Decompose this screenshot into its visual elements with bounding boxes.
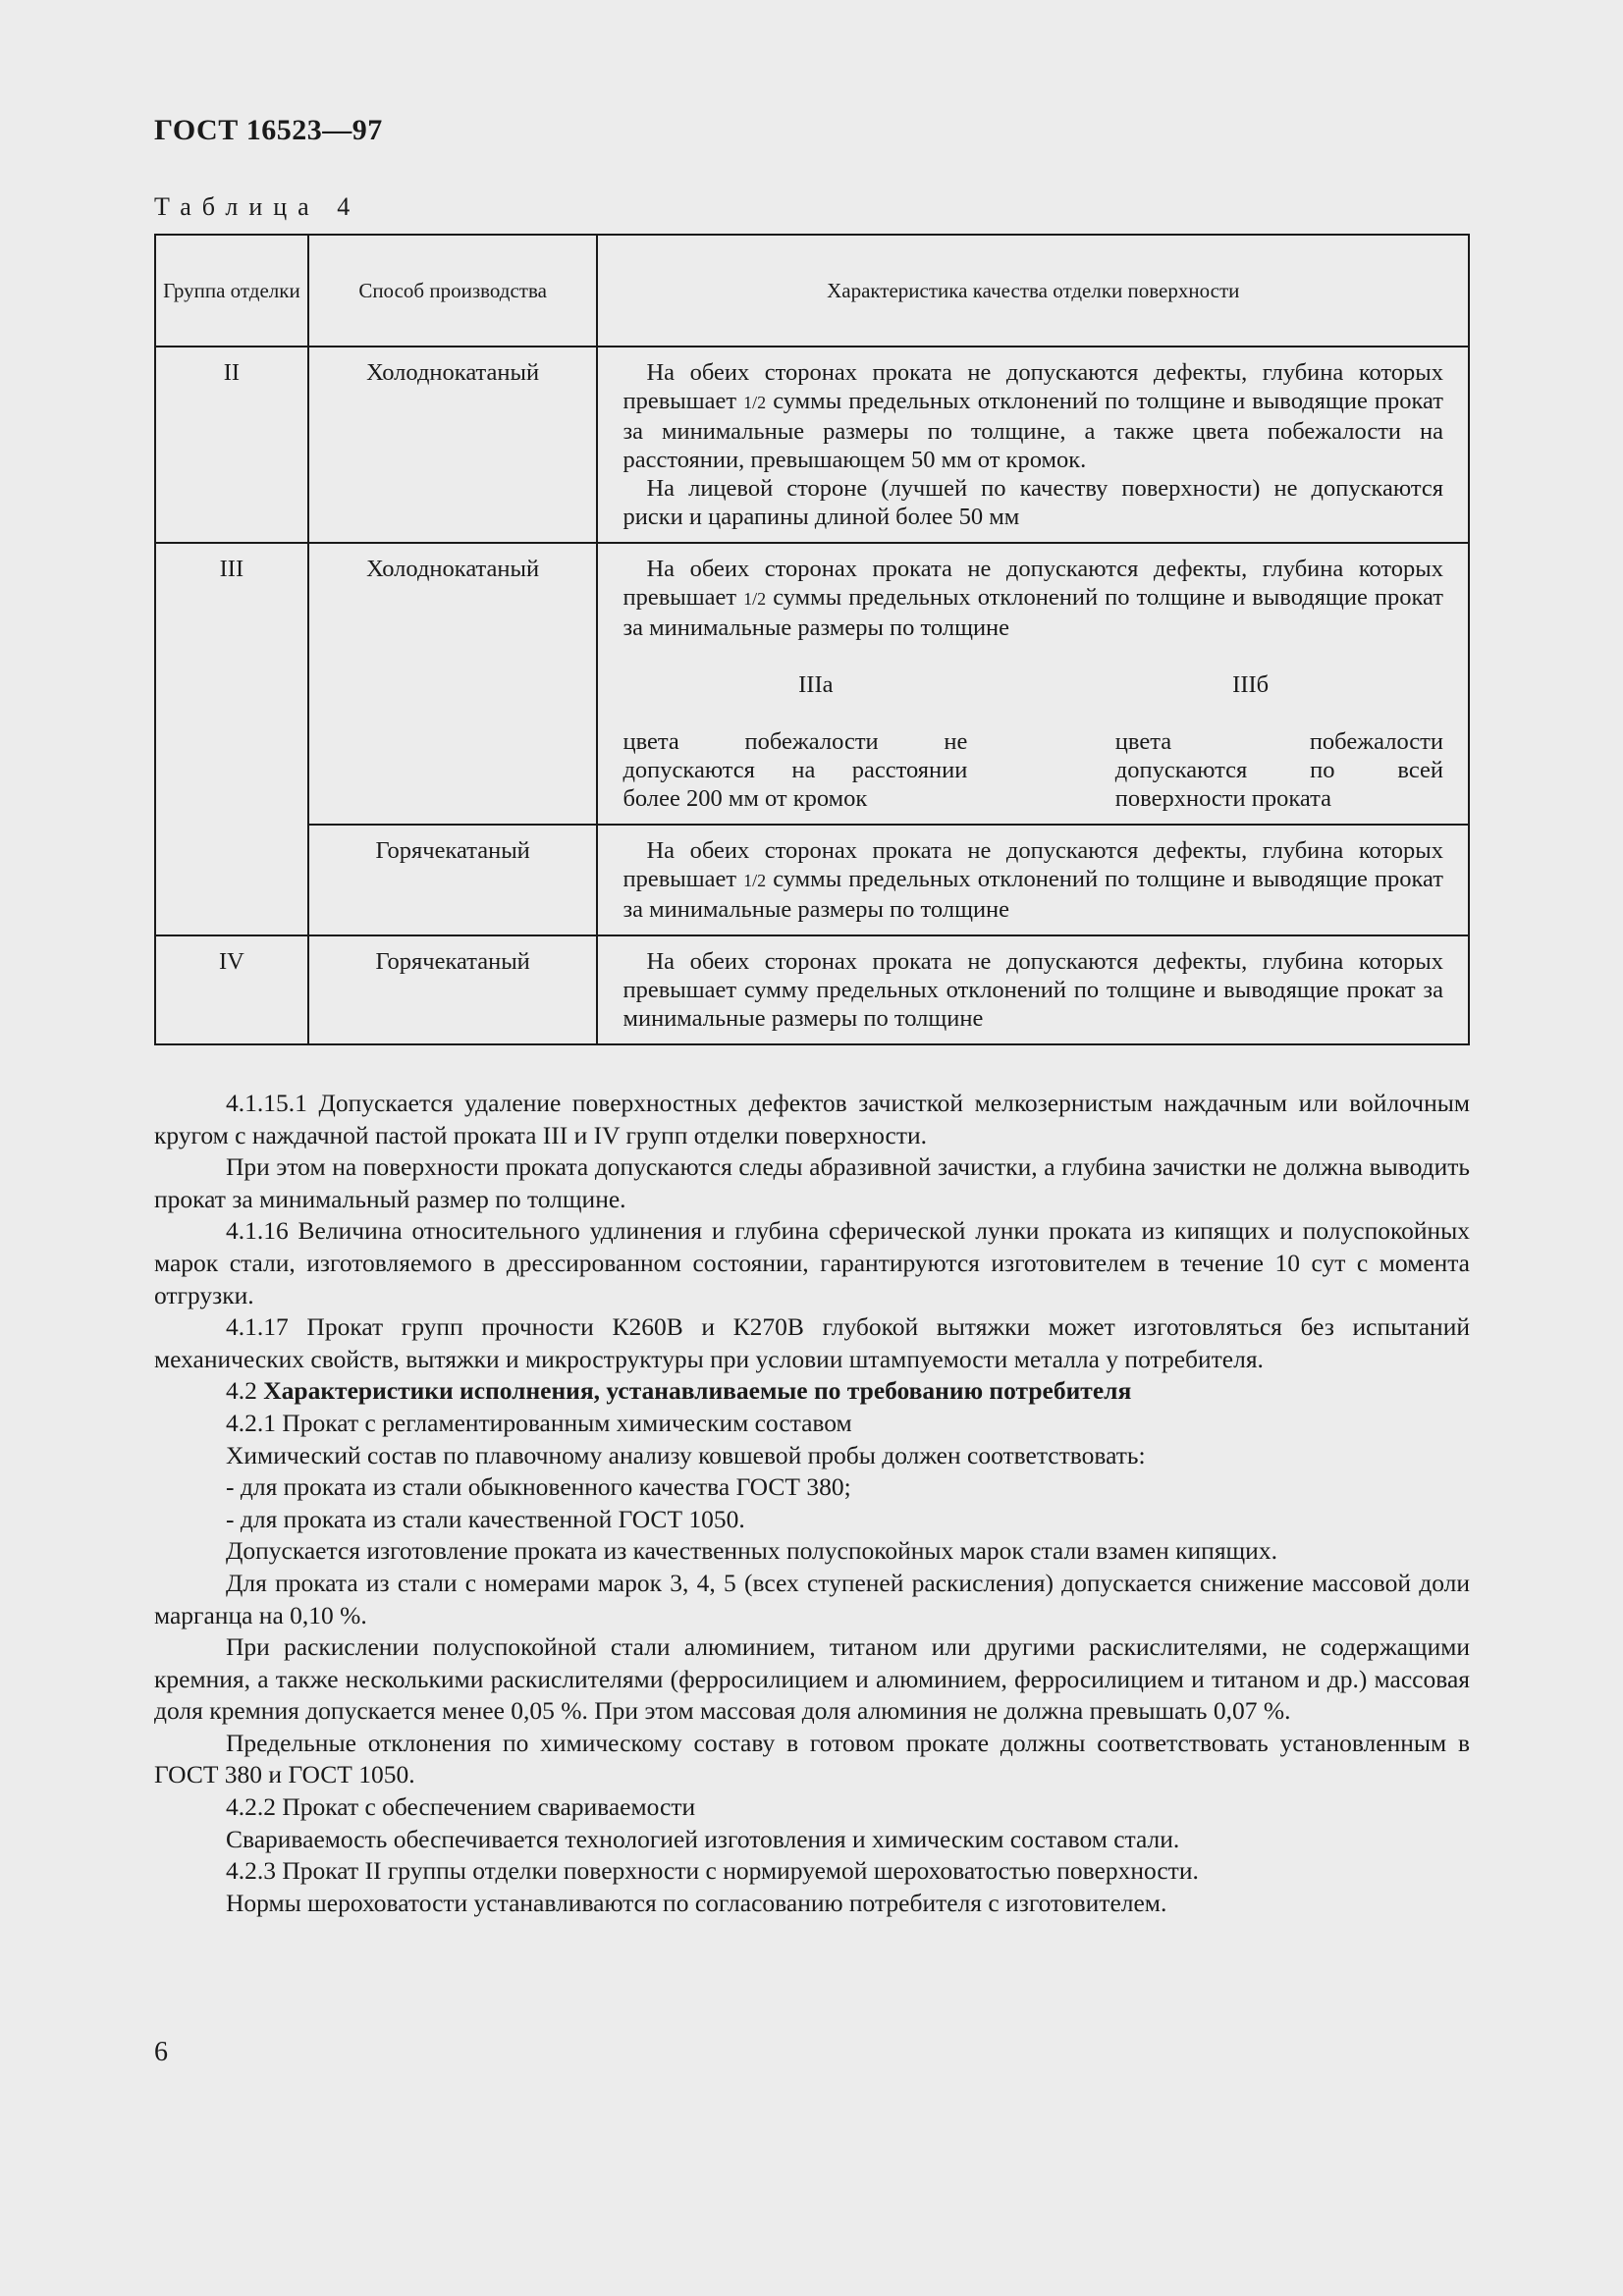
section-title: Характеристики исполнения, устанавливаемые по требованию потребителя [263,1376,1132,1406]
quality-text: На лицевой стороне (лучшей по качеству поверхности) не допускаются риски и царапины длиной более 50 мм [622,475,1443,530]
quality-cell [597,347,1469,543]
group-cell: IV [155,935,308,1044]
quality-text: суммы предельных отклонений по толщине и выводящие прокат за минимальные размеры по толщине [622,584,1443,641]
table-row [155,935,1469,1044]
table-row [155,825,1469,935]
subgroup-text: цвета побежалости допускаются по всей поверхности проката [1114,728,1443,812]
quality-cell [597,543,1469,825]
method-cell: Горячекатаный [308,935,598,1044]
table-header-row [155,235,1469,347]
quality-text: На обеих сторонах проката не допускаются дефекты, глубина которых превышает сумму предельных отклонений по толщине и выводящие прокат за минимальные размеры по толщине [622,948,1443,1032]
paragraph: При раскислении полуспокойной стали алюминием, титаном или другими раскислителями, не содержащими кремния, а также несколькими раскислителями (ферросилицием и алюминием, ферросилицием и титаном и др.) массовая доля кремния допускается менее 0,05 %. При этом массовая доля алюминия не должна превышать 0,07 %. [154,1632,1470,1726]
subgroup-label: IIIа [798,671,834,698]
table-4 [154,234,1470,1045]
fraction: 1/2 [743,393,767,412]
quality-text: На обеих сторонах проката не допускаются дефекты, глубина которых превышает [622,359,1443,414]
col-header-method: Способ производства [308,235,598,347]
paragraph: 4.1.16 Величина относительного удлинения и глубина сферической лунки проката из кипящих и полуспокойных марок стали, изготовляемого в дрессированном состоянии, гарантируются изготовителем в течение 10 сут с момента отгрузки. [154,1216,1470,1309]
method-cell: Холоднокатаный [308,543,598,825]
subgroup-label: IIIб [1232,671,1270,698]
table-caption: Таблица 4 [154,192,361,221]
paragraph: Допускается изготовление проката из качественных полуспокойных марок стали взамен кипящих. [226,1536,1277,1566]
fraction: 1/2 [743,589,767,609]
paragraph: При этом на поверхности проката допускаются следы абразивной зачистки, а глубина зачистки не должна выводить прокат за минимальный размер по толщине. [154,1152,1470,1213]
list-item: - для проката из стали обыкновенного качества ГОСТ 380; [226,1472,851,1502]
method-cell: Холоднокатаный [308,347,598,543]
paragraph: 4.2.2 Прокат с обеспечением свариваемости [226,1792,696,1822]
section-number: 4.2 [226,1376,257,1406]
paragraph: 4.2.3 Прокат II группы отделки поверхности с нормируемой шероховатостью поверхности. [226,1856,1199,1886]
quality-text: На обеих сторонах проката не допускаются дефекты, глубина которых превышает [622,837,1443,892]
section-heading [154,1375,1470,1408]
paragraph: 4.2.1 Прокат с регламентированным химическим составом [226,1408,852,1437]
paragraph: 4.1.15.1 Допускается удаление поверхностных дефектов зачисткой мелкозернистым наждачным или войлочным кругом с наждачной пастой проката III и IV групп отделки поверхности. [154,1089,1470,1149]
paragraph: Свариваемость обеспечивается технологией изготовления и химическим составом стали. [226,1824,1180,1853]
quality-text: На обеих сторонах проката не допускаются дефекты, глубина которых превышает [622,556,1443,611]
paragraph: Химический состав по плавочному анализу ковшевой пробы должен соответствовать: [226,1440,1146,1469]
quality-text: суммы предельных отклонений по толщине и выводящие прокат за минимальные размеры по толщине, а также цвета побежалости на расстоянии, превышающем 50 мм от кромок. [622,388,1443,473]
method-cell: Горячекатаный [308,825,598,935]
quality-cell [597,935,1469,1044]
col-header-group: Группа отделки [155,235,308,347]
table-row [155,543,1469,825]
list-item: - для проката из стали качественной ГОСТ 1050. [226,1504,745,1533]
document-header: ГОСТ 16523—97 [154,114,383,146]
table-row [155,347,1469,543]
fraction: 1/2 [743,871,767,890]
col-header-quality: Характеристика качества отделки поверхности [597,235,1469,347]
paragraph: Предельные отклонения по химическому составу в готовом прокате должны соответствовать установленным в ГОСТ 380 и ГОСТ 1050. [154,1728,1470,1789]
paragraph: 4.1.17 Прокат групп прочности К260В и К270В глубокой вытяжки может изготовляться без испытаний механических свойств, вытяжки и микроструктуры при условии штампуемости металла у потребителя. [154,1312,1470,1373]
page-number: 6 [154,2037,168,2067]
paragraph: Нормы шероховатости устанавливаются по согласованию потребителя с изготовителем. [226,1888,1167,1917]
quality-cell [597,825,1469,935]
group-cell: II [155,347,308,543]
body-text [154,1088,1470,1919]
paragraph: Для проката из стали с номерами марок 3, 4, 5 (всех ступеней раскисления) допускается снижение массовой доли марганца на 0,10 %. [154,1568,1470,1629]
subgroup-text: цвета побежалости не допускаются на расстоянии более 200 мм от кромок [622,728,968,812]
group-cell: III [155,543,308,935]
quality-text: суммы предельных отклонений по толщине и выводящие прокат за минимальные размеры по толщине [622,866,1443,923]
